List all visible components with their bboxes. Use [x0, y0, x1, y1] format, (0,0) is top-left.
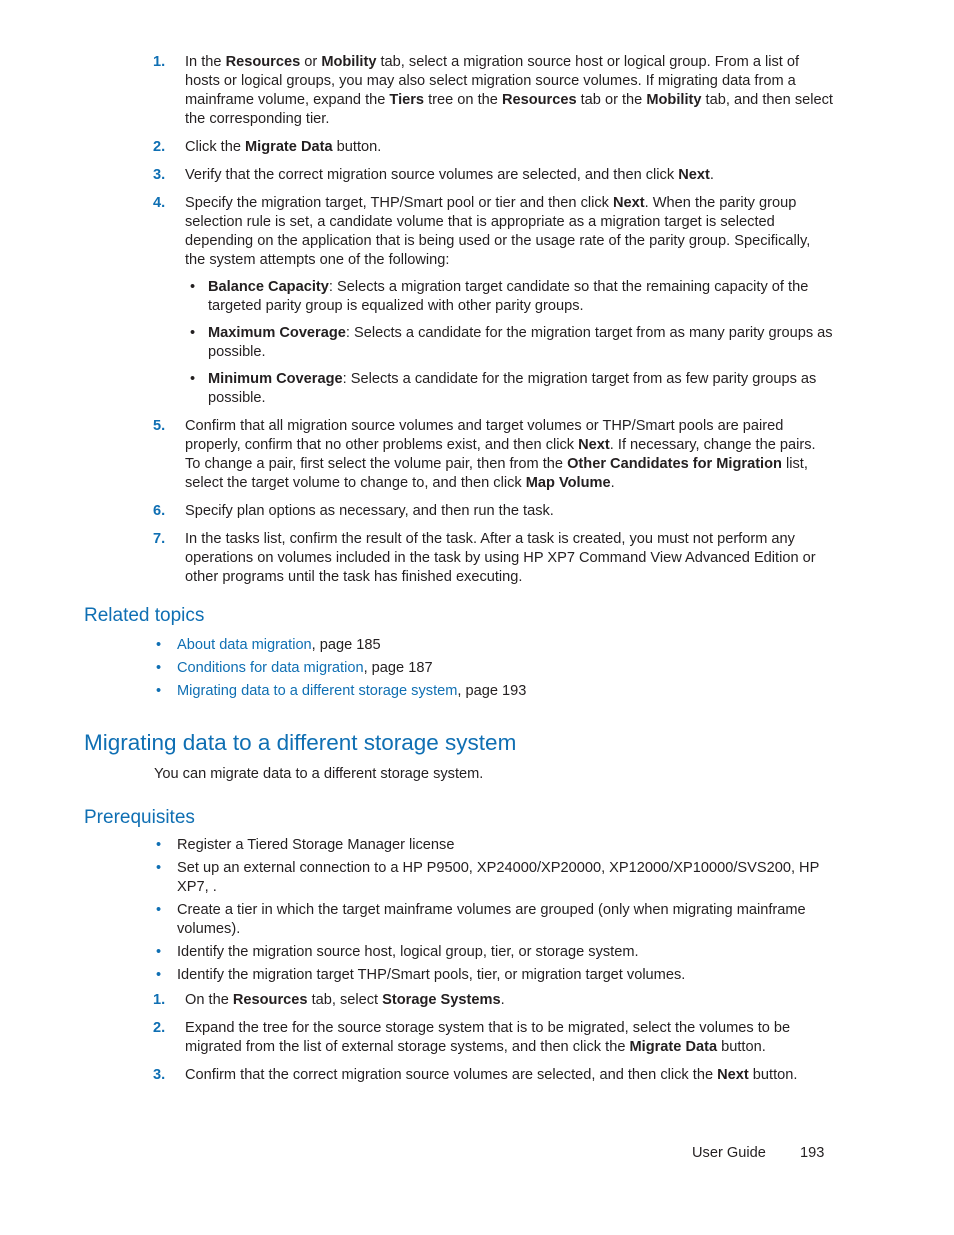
step-number: 2. — [153, 139, 166, 155]
bullet-marker: • — [156, 660, 162, 676]
prerequisite-item — [153, 836, 833, 855]
text-run: . — [610, 475, 615, 491]
prerequisites-list — [153, 836, 833, 989]
bold-term: Migrate Data — [245, 139, 333, 155]
related-topic-item — [153, 682, 833, 701]
text-run: . — [709, 167, 714, 183]
step-text — [185, 502, 833, 521]
prerequisite-text: Register a Tiered Storage Manager license — [177, 837, 455, 853]
bold-term: Map Volume — [525, 475, 611, 491]
text-run: Confirm that the correct migration source volumes are selected, and then click the — [185, 1067, 718, 1083]
prerequisite-item — [153, 966, 833, 985]
sub-bullet-item — [185, 278, 833, 316]
page-reference: , page 185 — [311, 637, 381, 653]
text-run: tab, and then select the corresponding tier. — [185, 92, 833, 127]
step-number: 1. — [153, 992, 166, 1008]
text-run: button. — [717, 1039, 766, 1055]
related-topic-link[interactable]: About data migration — [177, 637, 312, 653]
step-item — [153, 166, 833, 185]
section-title: Migrating data to a different storage system — [84, 730, 517, 755]
step-number: 4. — [153, 195, 166, 211]
text-run: Expand the tree for the source storage system that is to be migrated, select the volumes to be migrated from the list of external storage systems, and then click the — [185, 1020, 791, 1055]
text-run: Verify that the correct migration source volumes are selected, and then click — [185, 167, 679, 183]
footer-label: User Guide — [692, 1145, 766, 1161]
prerequisites-heading: Prerequisites — [84, 807, 195, 828]
bullet-marker: • — [156, 967, 162, 983]
step-item — [153, 530, 833, 587]
text-run: or — [300, 54, 322, 70]
prerequisite-item — [153, 901, 833, 939]
related-topic-link[interactable]: Conditions for data migration — [177, 660, 364, 676]
text-run: In the — [185, 54, 226, 70]
step-number: 1. — [153, 54, 166, 70]
page-reference: , page 187 — [363, 660, 433, 676]
prerequisite-item — [153, 943, 833, 962]
step-text — [185, 417, 833, 493]
text-run: . If necessary, change the pairs. To change a pair, first select the volume pair, then from the — [185, 437, 816, 472]
step-number: 3. — [153, 167, 166, 183]
bullet-marker: • — [156, 683, 162, 699]
bullet-marker: • — [156, 637, 162, 653]
text-run: button. — [748, 1067, 798, 1083]
bullet-marker: • — [156, 860, 162, 876]
step-item — [153, 502, 833, 521]
related-topics-heading: Related topics — [84, 605, 205, 626]
bold-term: Migrate Data — [629, 1039, 718, 1055]
step-text — [185, 166, 833, 185]
step-item — [153, 1066, 833, 1085]
text-run: Click the — [185, 139, 246, 155]
step-text — [185, 138, 833, 157]
text-run: list, select the target volume to change to, and then click — [185, 456, 808, 491]
text-run: tab, select — [307, 992, 383, 1008]
page-number: 193 — [800, 1145, 825, 1161]
bold-term: Resources — [232, 992, 308, 1008]
related-topic-item — [153, 636, 833, 655]
prerequisite-text: Create a tier in which the target mainframe volumes are grouped (only when migrating mainframe volumes). — [177, 902, 806, 937]
step-text — [185, 194, 833, 270]
bold-term: Balance Capacity — [208, 279, 329, 295]
text-run: tab or the — [576, 92, 647, 108]
bullet-marker: • — [156, 902, 162, 918]
bold-term: Mobility — [646, 92, 702, 108]
step-number: 6. — [153, 503, 166, 519]
bold-term: Next — [717, 1067, 749, 1083]
step-text — [185, 530, 833, 587]
step-item — [153, 194, 833, 408]
sub-bullet-item — [185, 370, 833, 408]
bold-term: Mobility — [321, 54, 377, 70]
step-text — [185, 991, 833, 1010]
step-item — [153, 138, 833, 157]
step-item — [153, 991, 833, 1010]
bold-term: Storage Systems — [382, 992, 501, 1008]
text-run: Specify plan options as necessary, and then run the task. — [185, 503, 554, 519]
prerequisite-text: Identify the migration target THP/Smart pools, tier, or migration target volumes. — [177, 967, 686, 983]
step-number: 5. — [153, 418, 166, 434]
related-topics-list — [153, 636, 833, 705]
bold-term: Maximum Coverage — [208, 325, 346, 341]
prerequisite-text: Set up an external connection to a HP P9500, XP24000/XP20000, XP12000/XP10000/SVS200, HP XP7, . — [177, 860, 820, 895]
text-run: : Selects a candidate for the migration target from as few parity groups as possible. — [208, 371, 817, 406]
prerequisite-item — [153, 859, 833, 897]
text-run: . When the parity group selection rule is set, a candidate volume that is appropriate as a migration target is selected depending on the application that is being used or the usage rate of the parity group. Specifically, the system attempts one of the following: — [185, 195, 811, 268]
bold-term: Other Candidates for Migration — [567, 456, 782, 472]
text-run: Confirm that all migration source volumes and target volumes or THP/Smart pools are paired properly, confirm that no other problems exist, and then click — [185, 418, 784, 453]
text-run: : Selects a candidate for the migration target from as many parity groups as possible. — [208, 325, 833, 360]
text-run: Specify the migration target, THP/Smart pool or tier and then click — [185, 195, 614, 211]
related-topic-item — [153, 659, 833, 678]
bullet-marker: • — [156, 944, 162, 960]
step-text — [185, 1019, 833, 1057]
procedure-steps-2 — [153, 991, 833, 1094]
bold-term: Next — [678, 167, 710, 183]
text-run: In the tasks list, confirm the result of the task. After a task is created, you must not perform any operations on volumes included in the task by using HP XP7 Command View Advanced Edition or other programs until the task has finished executing. — [185, 531, 816, 585]
bullet-marker: • — [190, 371, 196, 387]
step-text — [185, 53, 833, 129]
text-run: On the — [185, 992, 233, 1008]
bold-term: Minimum Coverage — [208, 371, 343, 387]
step-number: 3. — [153, 1067, 166, 1083]
text-run: . — [500, 992, 505, 1008]
bold-term: Next — [578, 437, 610, 453]
text-run: button. — [332, 139, 382, 155]
text-run: : Selects a migration target candidate so that the remaining capacity of the targeted parity group is equalized with other parity groups. — [208, 279, 809, 314]
step-number: 2. — [153, 1020, 166, 1036]
bold-term: Resources — [501, 92, 577, 108]
bold-term: Tiers — [389, 92, 425, 108]
bold-term: Next — [613, 195, 645, 211]
step-text — [185, 1066, 833, 1085]
bold-term: Resources — [225, 54, 301, 70]
text-run: tree on the — [424, 92, 502, 108]
step-item — [153, 417, 833, 493]
step-item — [153, 1019, 833, 1057]
text-run: tab, select a migration source host or logical group. From a list of hosts or logical groups, you may also select migration source volumes. If migrating data from a mainframe volume, expand the — [185, 54, 800, 108]
step-item — [153, 53, 833, 129]
bullet-marker: • — [190, 325, 196, 341]
procedure-steps-1 — [153, 53, 833, 596]
bullet-marker: • — [190, 279, 196, 295]
step-number: 7. — [153, 531, 166, 547]
prerequisite-text: Identify the migration source host, logical group, tier, or storage system. — [177, 944, 639, 960]
page-reference: , page 193 — [457, 683, 527, 699]
sub-bullet-item — [185, 324, 833, 362]
related-topic-link[interactable]: Migrating data to a different storage system — [177, 683, 458, 699]
section-intro: You can migrate data to a different storage system. — [154, 766, 484, 782]
bullet-marker: • — [156, 837, 162, 853]
